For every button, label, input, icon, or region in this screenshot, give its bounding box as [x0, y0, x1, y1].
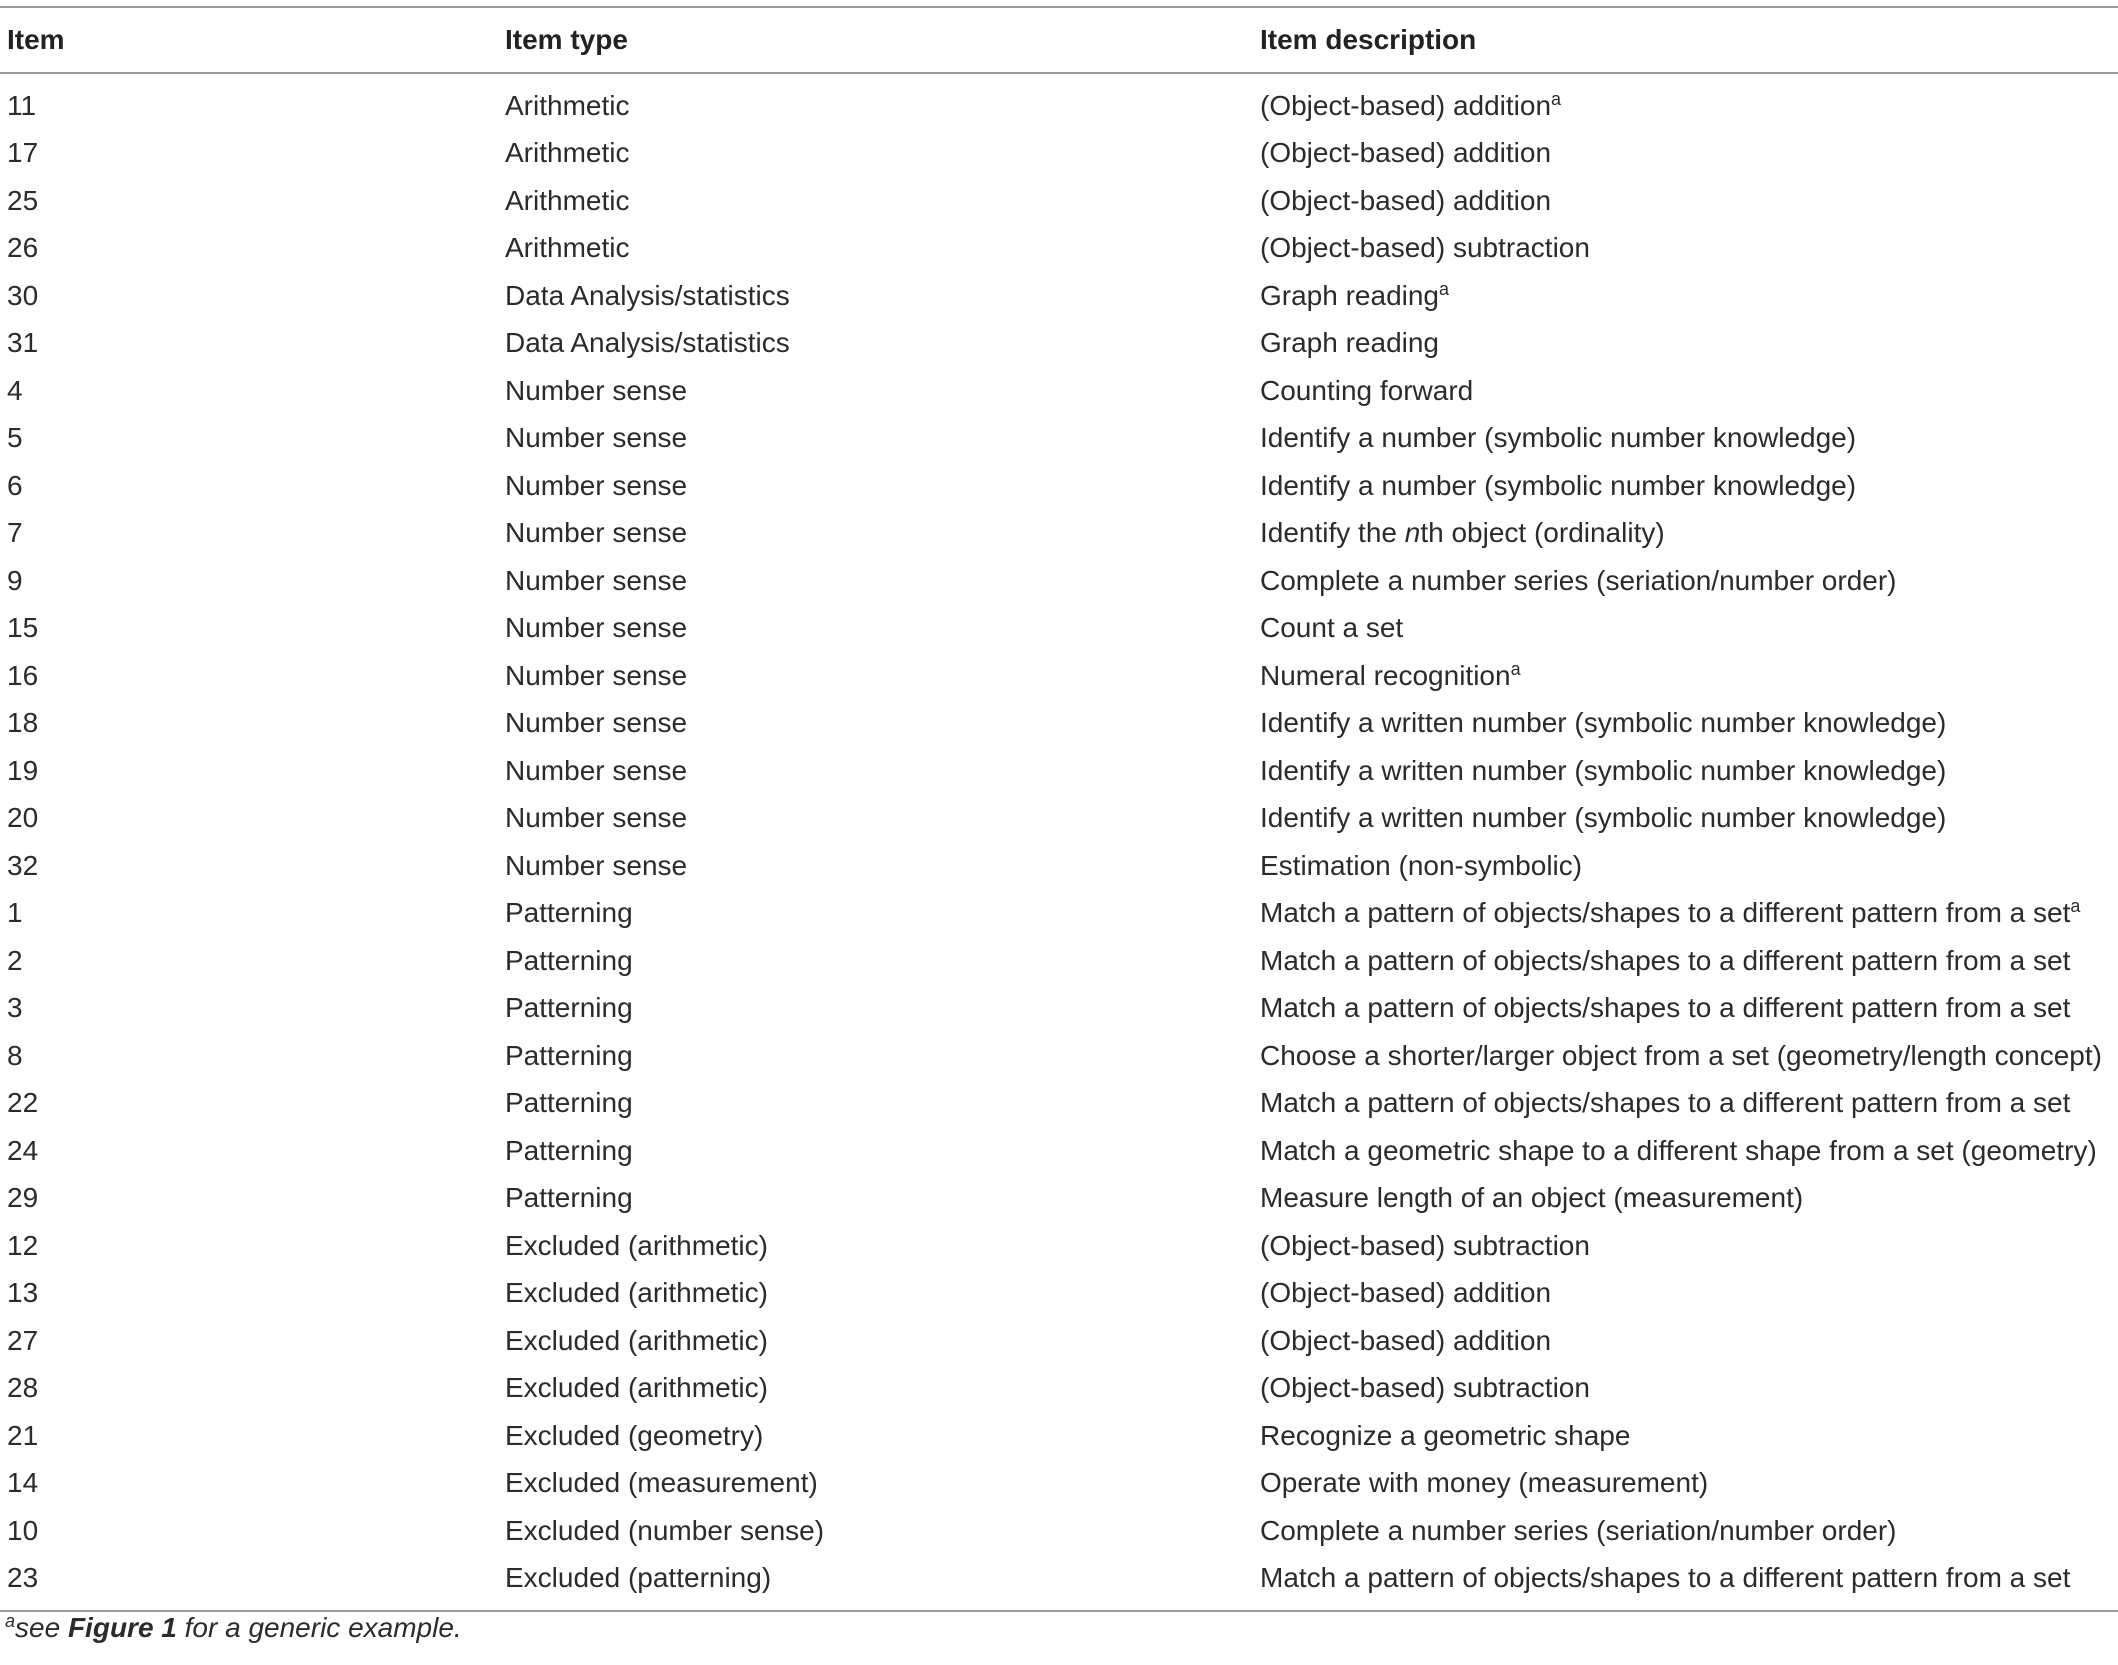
cell-item: 24: [7, 1134, 39, 1166]
cell-item: 11: [7, 89, 37, 121]
cell-item-description: [1260, 232, 1590, 264]
cell-item-description: [1260, 612, 1403, 644]
description-text: Measure length of an object (measurement): [1260, 1182, 1804, 1214]
description-text: Graph reading: [1260, 327, 1440, 359]
table-row: [0, 1317, 2118, 1365]
cell-item: 13: [7, 1277, 39, 1309]
description-text: Identify the: [1260, 517, 1405, 549]
description-text: (Object-based) addition: [1260, 184, 1552, 216]
description-text: Identify a written number (symbolic number knowledge): [1260, 707, 1947, 739]
cell-item-type: Number sense: [505, 754, 688, 786]
cell-item: 8: [7, 1039, 23, 1071]
table-body: [0, 74, 2118, 1610]
cell-item: 31: [7, 327, 39, 359]
cell-item-type: Excluded (arithmetic): [505, 1277, 768, 1309]
cell-item-description: [1260, 517, 1665, 549]
table-row: [0, 177, 2118, 225]
cell-item-type: Arithmetic: [505, 184, 630, 216]
cell-item-description: [1260, 1325, 1551, 1357]
table-row: [0, 415, 2118, 463]
table-row: [0, 1032, 2118, 1080]
cell-item: 12: [7, 1229, 39, 1261]
cell-item-description: [1260, 327, 1439, 359]
description-text: Identify a number (symbolic number knowledge): [1260, 469, 1857, 501]
description-text: Match a geometric shape to a different shape from a set (geometry): [1260, 1134, 2097, 1166]
cell-item-description: [1260, 185, 1551, 217]
description-text: Identify a written number (symbolic number knowledge): [1260, 802, 1947, 834]
table-row: [0, 1555, 2118, 1603]
table-row: [0, 747, 2118, 795]
cell-item: 27: [7, 1324, 39, 1356]
footnote-marker: a: [1439, 278, 1450, 299]
footnote-pre: see: [15, 1612, 68, 1643]
cell-item-type: Excluded (arithmetic): [505, 1229, 768, 1261]
cell-item-description: [1260, 755, 1946, 787]
table-row: [0, 605, 2118, 653]
cell-item-type: Patterning: [505, 1182, 633, 1214]
cell-item-description: [1260, 1087, 2070, 1119]
description-text: Numeral recognition: [1260, 659, 1511, 691]
footnote-marker: a: [1510, 658, 1521, 679]
cell-item-type: Patterning: [505, 1039, 633, 1071]
cell-item-description: [1260, 470, 1856, 502]
cell-item-description: [1260, 422, 1856, 454]
table-row: [0, 842, 2118, 890]
table-row: [0, 795, 2118, 843]
table-row: [0, 130, 2118, 178]
table-row: [0, 557, 2118, 605]
table-row: [0, 652, 2118, 700]
cell-item-description: [1260, 1040, 2102, 1072]
footnote-post: for a generic example.: [176, 1612, 462, 1643]
cell-item-description: [1260, 1467, 1708, 1499]
table-row: [0, 510, 2118, 558]
cell-item-description: [1260, 565, 1897, 597]
description-text: Complete a number series (seriation/number order): [1260, 564, 1897, 596]
table-footnote: [5, 1612, 462, 1644]
cell-item-description: [1260, 945, 2070, 977]
description-text: (Object-based) addition: [1260, 1324, 1552, 1356]
table-row: [0, 700, 2118, 748]
table-header-row: [0, 8, 2118, 72]
header-item-type: Item type: [505, 24, 628, 55]
description-text: Match a pattern of objects/shapes to a different pattern from a set: [1260, 897, 2071, 929]
cell-item-description: [1260, 90, 1561, 122]
table-row: [0, 272, 2118, 320]
description-text: Graph reading: [1260, 279, 1440, 311]
table-row: [0, 225, 2118, 273]
cell-item: 4: [7, 374, 23, 406]
description-text: Match a pattern of objects/shapes to a different pattern from a set: [1260, 1087, 2071, 1119]
cell-item-description: [1260, 137, 1551, 169]
description-text: Match a pattern of objects/shapes to a different pattern from a set: [1260, 992, 2071, 1024]
cell-item-description: [1260, 802, 1946, 834]
description-text: (Object-based) addition: [1260, 1277, 1552, 1309]
description-text: (Object-based) subtraction: [1260, 1372, 1590, 1404]
description-text: (Object-based) subtraction: [1260, 1229, 1590, 1261]
cell-item-description: [1260, 1372, 1590, 1404]
cell-item-type: Number sense: [505, 374, 688, 406]
table-row: [0, 1507, 2118, 1555]
cell-item: 5: [7, 422, 23, 454]
table-row: [0, 890, 2118, 938]
cell-item: 10: [7, 1514, 39, 1546]
cell-item-type: Patterning: [505, 944, 633, 976]
cell-item-type: Number sense: [505, 802, 688, 834]
items-table: [0, 6, 2118, 1612]
table-row: [0, 1080, 2118, 1128]
cell-item-type: Number sense: [505, 517, 688, 549]
cell-item-type: Number sense: [505, 659, 688, 691]
description-text: (Object-based) subtraction: [1260, 232, 1590, 264]
cell-item: 6: [7, 469, 23, 501]
footnote-marker: a: [2070, 896, 2081, 917]
table-row: [0, 985, 2118, 1033]
description-text: Count a set: [1260, 612, 1404, 644]
cell-item: 22: [7, 1087, 39, 1119]
cell-item-description: [1260, 375, 1473, 407]
cell-item-type: Patterning: [505, 897, 633, 929]
footnote-marker: a: [1551, 88, 1562, 109]
description-text: Counting forward: [1260, 374, 1474, 406]
cell-item-description: [1260, 850, 1582, 882]
cell-item-description: [1260, 992, 2070, 1024]
cell-item: 32: [7, 849, 39, 881]
cell-item: 1: [7, 897, 23, 929]
table-row: [0, 1412, 2118, 1460]
cell-item-description: [1260, 1277, 1551, 1309]
cell-item-type: Excluded (geometry): [505, 1419, 764, 1451]
table-row: [0, 462, 2118, 510]
cell-item: 21: [7, 1419, 39, 1451]
cell-item: 26: [7, 232, 39, 264]
cell-item-type: Arithmetic: [505, 232, 630, 264]
table-row: [0, 1365, 2118, 1413]
cell-item-description: [1260, 707, 1946, 739]
cell-item: 25: [7, 184, 39, 216]
cell-item-type: Number sense: [505, 612, 688, 644]
cell-item-description: [1260, 660, 1521, 692]
table-row: [0, 937, 2118, 985]
cell-item-description: [1260, 1230, 1590, 1262]
cell-item-type: Excluded (number sense): [505, 1514, 825, 1546]
description-text: Operate with money (measurement): [1260, 1467, 1709, 1499]
cell-item: 2: [7, 944, 23, 976]
cell-item-type: Number sense: [505, 707, 688, 739]
table-row: [0, 1270, 2118, 1318]
cell-item-type: Excluded (arithmetic): [505, 1372, 768, 1404]
cell-item-type: Number sense: [505, 469, 688, 501]
cell-item: 16: [7, 659, 39, 691]
cell-item-type: Arithmetic: [505, 89, 630, 121]
cell-item: 17: [7, 137, 39, 169]
cell-item-description: [1260, 897, 2080, 929]
description-text: Identify a written number (symbolic number knowledge): [1260, 754, 1947, 786]
description-text: Recognize a geometric shape: [1260, 1419, 1631, 1451]
cell-item-type: Arithmetic: [505, 137, 630, 169]
cell-item-description: [1260, 280, 1449, 312]
cell-item-type: Excluded (measurement): [505, 1467, 818, 1499]
description-text: Estimation (non-symbolic): [1260, 849, 1583, 881]
description-text: Identify a number (symbolic number knowledge): [1260, 422, 1857, 454]
cell-item-description: [1260, 1562, 2070, 1594]
description-text: Choose a shorter/larger object from a set (geometry/length concept): [1260, 1039, 2102, 1071]
cell-item: 7: [7, 517, 23, 549]
cell-item: 30: [7, 279, 39, 311]
cell-item-type: Data Analysis/statistics: [505, 327, 790, 359]
cell-item-description: [1260, 1182, 1803, 1214]
description-italic: n: [1404, 517, 1421, 549]
cell-item-type: Patterning: [505, 1134, 633, 1166]
cell-item: 28: [7, 1372, 39, 1404]
cell-item-type: Number sense: [505, 422, 688, 454]
table-row: [0, 1175, 2118, 1223]
cell-item: 23: [7, 1562, 39, 1594]
cell-item: 18: [7, 707, 39, 739]
header-item: Item: [7, 24, 65, 55]
footnote-marker: a: [5, 1611, 16, 1631]
cell-item-type: Data Analysis/statistics: [505, 279, 790, 311]
table-row: [0, 1460, 2118, 1508]
description-text: Match a pattern of objects/shapes to a different pattern from a set: [1260, 1562, 2071, 1594]
cell-item-description: [1260, 1420, 1630, 1452]
cell-item-type: Number sense: [505, 849, 688, 881]
cell-item-type: Number sense: [505, 564, 688, 596]
cell-item: 9: [7, 564, 23, 596]
cell-item: 15: [7, 612, 39, 644]
cell-item-type: Patterning: [505, 1087, 633, 1119]
cell-item: 29: [7, 1182, 39, 1214]
cell-item-type: Excluded (patterning): [505, 1562, 772, 1594]
footnote-figure-ref: Figure 1: [67, 1612, 177, 1643]
description-text: th object (ordinality): [1420, 517, 1665, 549]
cell-item: 20: [7, 802, 39, 834]
description-text: (Object-based) addition: [1260, 137, 1552, 169]
cell-item-type: Patterning: [505, 992, 633, 1024]
table-row: [0, 1127, 2118, 1175]
cell-item-type: Excluded (arithmetic): [505, 1324, 768, 1356]
description-text: Complete a number series (seriation/number order): [1260, 1514, 1897, 1546]
description-text: (Object-based) addition: [1260, 89, 1552, 121]
table-row: [0, 320, 2118, 368]
header-item-description: Item description: [1260, 24, 1477, 55]
cell-item: 19: [7, 754, 39, 786]
description-text: Match a pattern of objects/shapes to a different pattern from a set: [1260, 944, 2071, 976]
table-row: [0, 367, 2118, 415]
table-row: [0, 1222, 2118, 1270]
cell-item: 3: [7, 992, 23, 1024]
cell-item: 14: [7, 1467, 39, 1499]
table-row: [0, 82, 2118, 130]
cell-item-description: [1260, 1135, 2097, 1167]
cell-item-description: [1260, 1515, 1897, 1547]
